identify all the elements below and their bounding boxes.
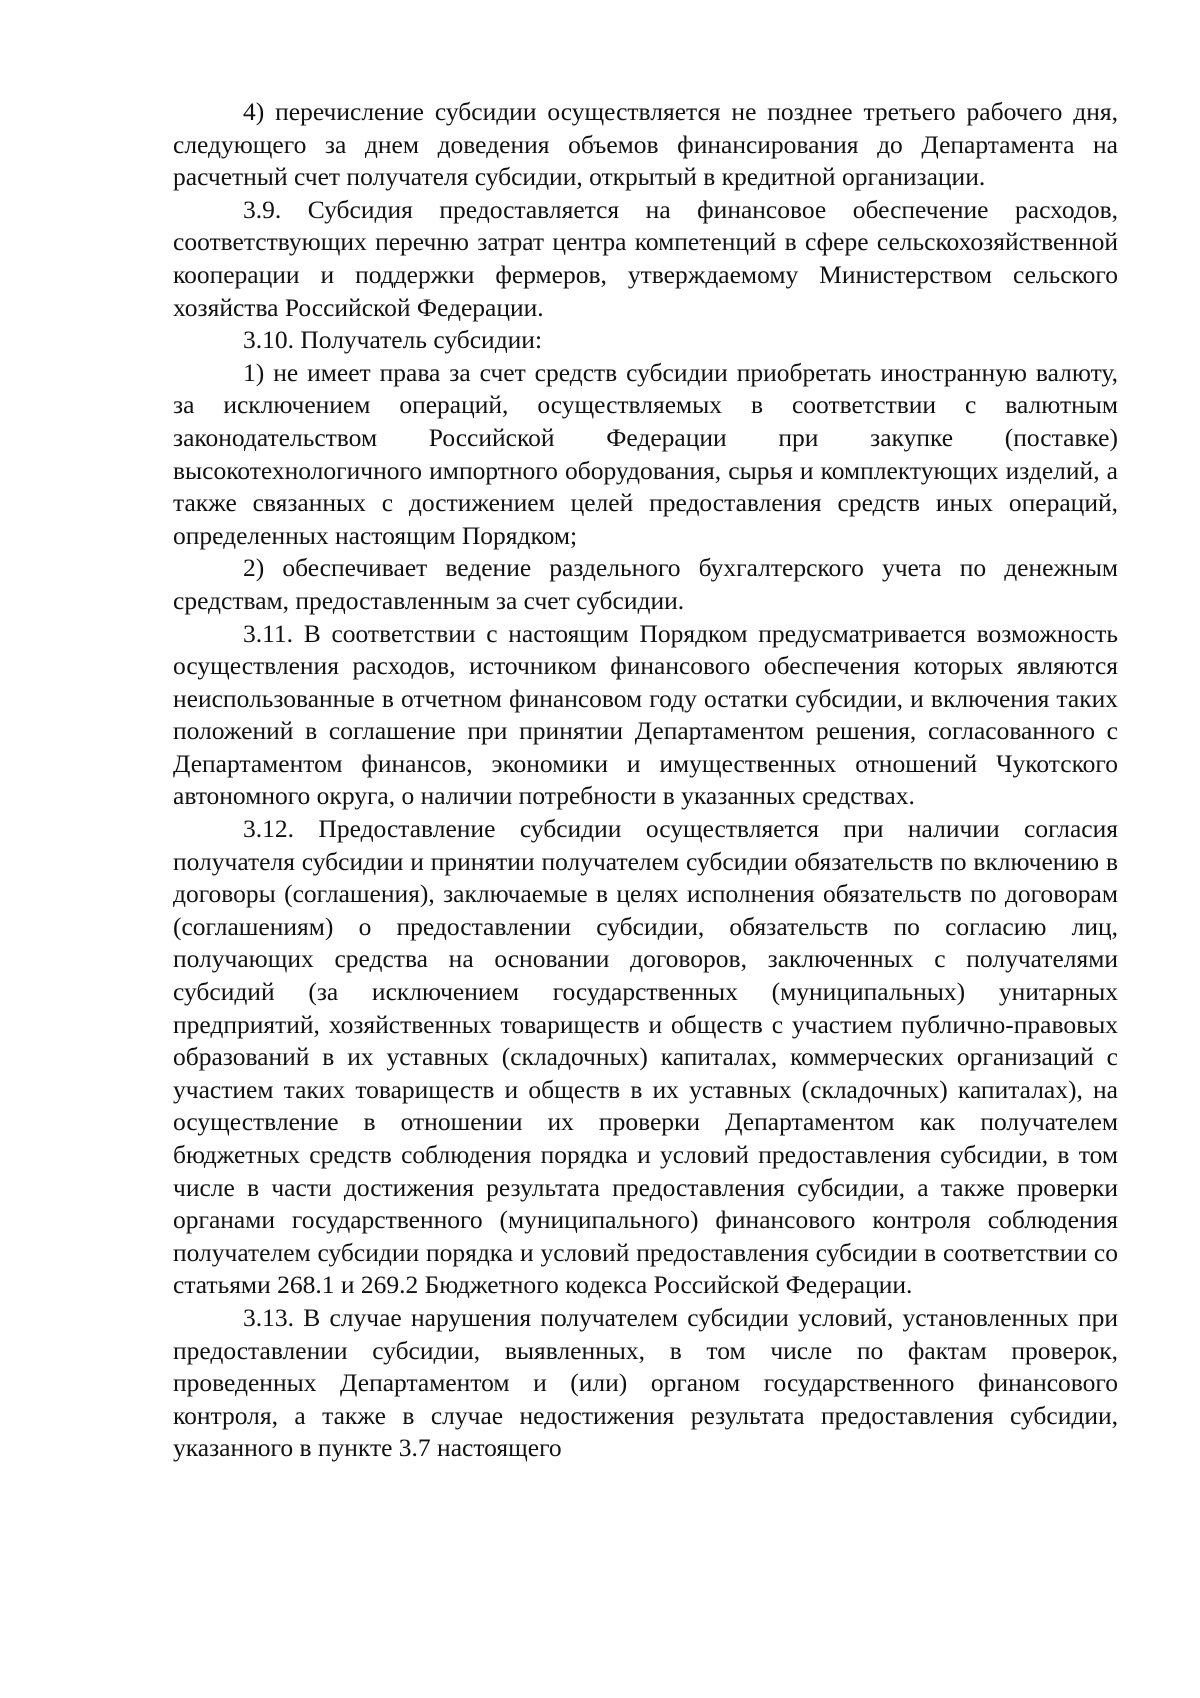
- paragraph-4-transfer: 4) перечисление субсидии осуществляется не позднее третьего рабочего дня, следующего за днем доведения объемов финансирования до Департамента на расчетный счет получателя субсидии, открытый в кредитной организации.: [173, 97, 1118, 192]
- paragraph-3-11: 3.11. В соответствии с настоящим Порядком предусматривается возможность осуществления расходов, источником финансового обеспечения которых являются неиспользованные в отчетном финансовом году остатки субсидии, и включения таких положений в соглашение при принятии Департаментом решения, согласованного с Департаментом финансов, экономики и имущественных отношений Чукотского автономного округа, о наличии потребности в указанных средствах.: [173, 618, 1118, 811]
- paragraph-3-9: 3.9. Субсидия предоставляется на финансовое обеспечение расходов, соответствующих перечню затрат центра компетенций в сфере сельскохозяйственной кооперации и поддержки фермеров, утверждаемому Министерством сельского хозяйства Российской Федерации.: [173, 194, 1118, 322]
- paragraph-3-12: 3.12. Предоставление субсидии осуществляется при наличии согласия получателя субсидии и принятии получателем субсидии обязательств по включению в договоры (соглашения), заключаемые в целях исполнения обязательств по договорам (соглашениям) о предоставлении субсидии, обязательств по согласию лиц, получающих средства на основании договоров, заключенных с получателями субсидий (за исключением государственных (муниципальных) унитарных предприятий, хозяйственных товариществ и обществ с участием публично-правовых образований в их уставных (складочных) капиталах, коммерческих организаций с участием таких товариществ и обществ в их уставных (складочных) капиталах), на осуществление в отношении их проверки Департаментом как получателем бюджетных средств соблюдения порядка и условий предоставления субсидии, в том числе в части достижения результата предоставления субсидии, а также проверки органами государственного (муниципального) финансового контроля соблюдения получателем субсидии порядка и условий предоставления субсидии в соответствии со статьями 268.1 и 269.2 Бюджетного кодекса Российской Федерации.: [173, 814, 1118, 1300]
- paragraph-3-10-item-2: 2) обеспечивает ведение раздельного бухгалтерского учета по денежным средствам, предоставленным за счет субсидии.: [173, 553, 1118, 615]
- paragraph-3-10-item-1: 1) не имеет права за счет средств субсидии приобретать иностранную валюту, за исключением операций, осуществляемых в соответствии с валютным законодательством Российской Федерации при закупке (поставке) высокотехнологичного импортного оборудования, сырья и комплектующих изделий, а также связанных с достижением целей предоставления средств иных операций, определенных настоящим Порядком;: [173, 357, 1118, 550]
- paragraph-3-13: 3.13. В случае нарушения получателем субсидии условий, установленных при предоставлении субсидии, выявленных, в том числе по фактам проверок, проведенных Департаментом и (или) органом государственного финансового контроля, а также в случае недостижения результата предоставления субсидии, указанного в пункте 3.7 настоящего: [173, 1302, 1118, 1463]
- paragraph-3-10: 3.10. Получатель субсидии:: [243, 325, 543, 355]
